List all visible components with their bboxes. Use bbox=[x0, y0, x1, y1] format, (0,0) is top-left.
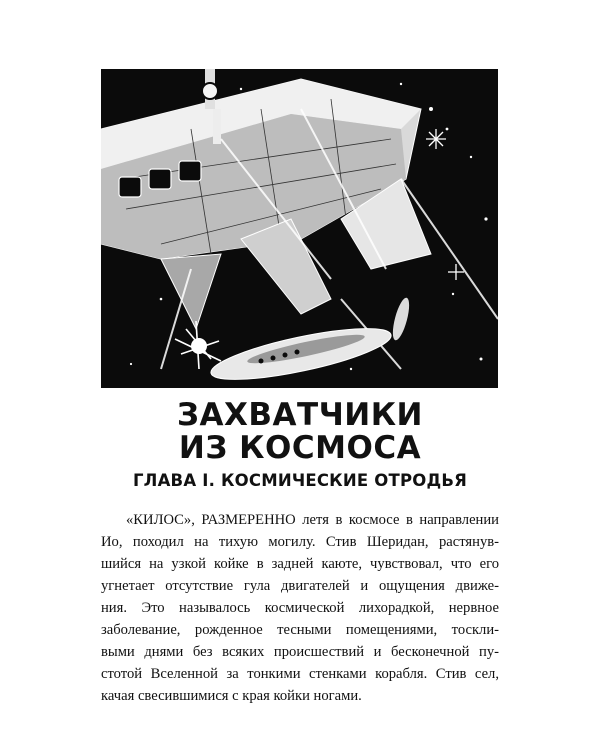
text-line: качая свесившимися с края койки ногами. bbox=[101, 688, 362, 704]
text-line: выми днями без всяких происшествий и бесконечной пу- bbox=[101, 644, 499, 660]
spaceship-illustration-image bbox=[101, 69, 498, 388]
text-line: стотой Вселенной за тонкими стенками корабля. Стив сел, bbox=[101, 666, 499, 682]
book-title-line-1: ЗАХВАТЧИКИ bbox=[177, 397, 423, 433]
chapter-heading: ГЛАВА I. КОСМИЧЕСКИЕ ОТРОДЬЯ bbox=[132, 471, 468, 490]
text-line: «КИЛОС», РАЗМЕРЕННО летя в космосе в направлении bbox=[126, 512, 499, 528]
body-paragraph bbox=[101, 509, 499, 707]
chapter-illustration bbox=[101, 69, 498, 388]
text-line: шийся на узкой койке в задней каюте, чувствовал, что его bbox=[101, 556, 499, 572]
text-line: Ио, походил на тихую могилу. Стив Шеридан, растянув- bbox=[101, 534, 499, 550]
book-title-line-2: ИЗ КОСМОСА bbox=[178, 430, 422, 466]
text-line: заболевание, рожденное тесными помещениями, тоскли- bbox=[101, 622, 499, 638]
text-line: ния. Это называлось космической лихорадкой, нервное bbox=[101, 600, 499, 616]
text-line: угнетает отсутствие гула двигателей и ощущения движе- bbox=[101, 578, 499, 594]
